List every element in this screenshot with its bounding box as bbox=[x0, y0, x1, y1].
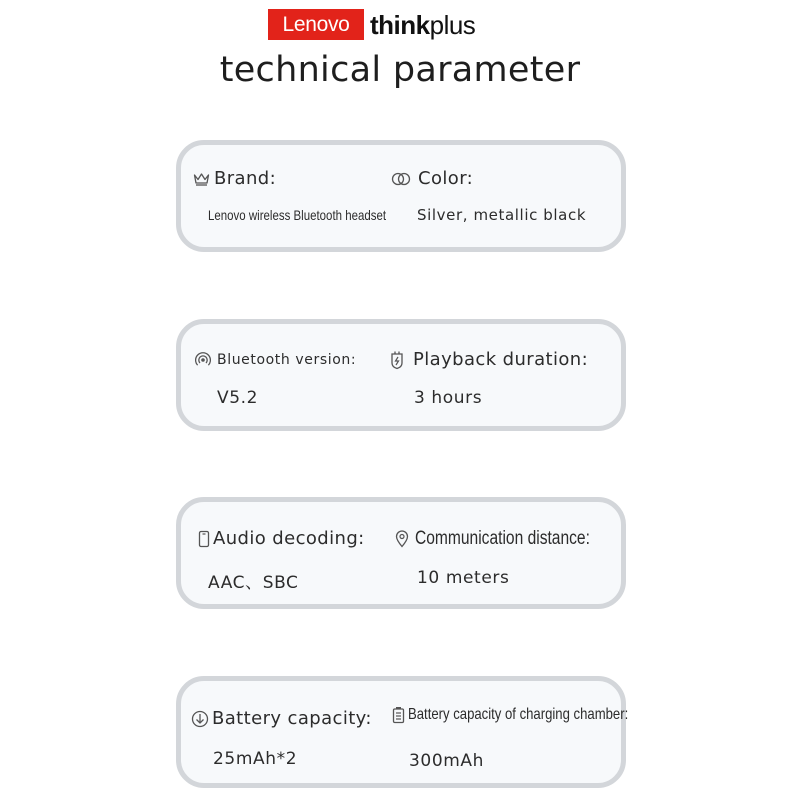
spec-battery-value: 25mAh*2 bbox=[213, 749, 298, 769]
bluetooth-label-text: Bluetooth version: bbox=[217, 352, 357, 368]
spec-bluetooth-value: V5.2 bbox=[217, 388, 259, 408]
brand-label-text: Brand: bbox=[214, 168, 277, 189]
location-pin-icon bbox=[395, 530, 409, 548]
color-label-text: Color: bbox=[418, 168, 474, 189]
page-title: technical parameter bbox=[219, 50, 581, 90]
spec-brand-label bbox=[193, 168, 276, 189]
spec-color-label bbox=[391, 168, 473, 189]
crown-icon bbox=[193, 172, 210, 186]
chamber-label-text: Battery capacity of charging chamber: bbox=[408, 706, 629, 723]
spec-chamber-value: 300mAh bbox=[409, 751, 485, 771]
download-circle-icon bbox=[191, 710, 209, 728]
spec-distance-value: 10 meters bbox=[417, 568, 510, 588]
spec-battery-label bbox=[191, 708, 372, 729]
playback-label-text: Playback duration: bbox=[413, 349, 589, 370]
signal-icon bbox=[195, 352, 211, 368]
spec-distance-label bbox=[395, 528, 628, 550]
spec-audio-label bbox=[198, 528, 365, 549]
color-circles-icon bbox=[391, 171, 411, 187]
thinkplus-logo bbox=[370, 8, 475, 42]
audio-label-text: Audio decoding: bbox=[213, 528, 365, 549]
thinkplus-logo-bold: think bbox=[370, 10, 430, 40]
thinkplus-logo-light: plus bbox=[429, 10, 476, 40]
spec-card-audio-distance bbox=[176, 497, 626, 609]
spec-color-value: Silver, metallic black bbox=[417, 206, 587, 224]
spec-brand-value: Lenovo wireless Bluetooth headset bbox=[208, 207, 387, 223]
spec-bluetooth-label bbox=[195, 352, 356, 368]
battery-shield-icon bbox=[388, 350, 406, 370]
spec-chamber-label bbox=[392, 706, 677, 724]
spec-audio-value: AAC、SBC bbox=[208, 573, 299, 593]
header bbox=[0, 0, 800, 110]
spec-card-battery bbox=[176, 676, 629, 788]
battery-label-text: Battery capacity: bbox=[212, 708, 372, 729]
phone-icon bbox=[198, 530, 210, 548]
lenovo-logo: Lenovo bbox=[268, 9, 364, 40]
spec-card-bluetooth-playback bbox=[176, 319, 626, 431]
spec-playback-value: 3 hours bbox=[414, 388, 483, 408]
distance-label-text: Communication distance: bbox=[415, 528, 590, 549]
spec-playback-label bbox=[388, 349, 588, 370]
battery-icon bbox=[392, 706, 405, 724]
spec-card-brand-color bbox=[176, 140, 626, 252]
